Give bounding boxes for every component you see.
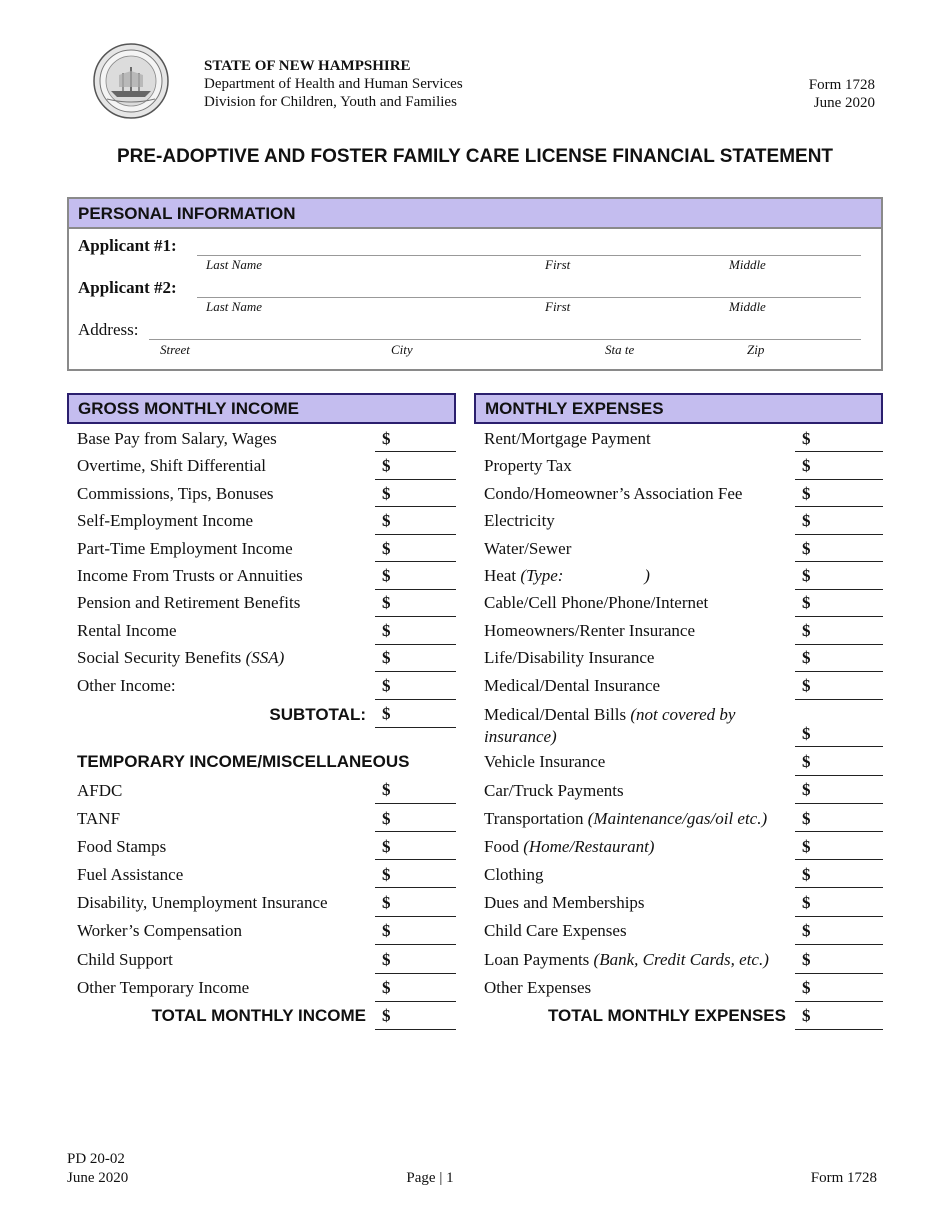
state-caption: Sta te <box>605 342 635 357</box>
expense-label-text: Transportation <box>484 809 588 828</box>
zip-caption: Zip <box>747 342 765 357</box>
dollar-sign: $ <box>802 780 811 799</box>
dollar-sign: $ <box>382 865 391 884</box>
income-label: Rental Income <box>77 621 177 640</box>
expense-label: Life/Disability Insurance <box>484 648 655 667</box>
total-monthly-income-field[interactable] <box>375 1029 456 1030</box>
dollar-sign: $ <box>802 593 811 612</box>
city-caption: City <box>391 342 413 357</box>
amount-field[interactable] <box>795 616 883 617</box>
department-name: Department of Health and Human Services <box>204 76 463 92</box>
subtotal-field[interactable] <box>375 727 456 728</box>
amount-field[interactable] <box>795 803 883 804</box>
address-label: Address: <box>78 320 139 339</box>
applicant2-first-caption: First <box>545 299 571 314</box>
dollar-sign: $ <box>382 429 391 448</box>
amount-field[interactable] <box>795 506 883 507</box>
state-name: STATE OF NEW HAMPSHIRE <box>204 58 411 74</box>
temp-income-label: Worker’s Compensation <box>77 921 242 940</box>
expense-label: Condo/Homeowner’s Association Fee <box>484 484 743 503</box>
dollar-sign: $ <box>382 456 391 475</box>
expense-note: (Maintenance/gas/oil etc.) <box>587 809 768 828</box>
agency-header <box>204 57 463 111</box>
total-monthly-expenses-label: TOTAL MONTHLY EXPENSES <box>547 1006 786 1025</box>
gross-monthly-income-header: GROSS MONTHLY INCOME <box>67 393 456 424</box>
footer-page: Page | 1 <box>406 1170 454 1186</box>
ssa-note: (SSA) <box>245 648 285 667</box>
dollar-sign: $ <box>802 539 811 558</box>
total-monthly-income-label: TOTAL MONTHLY INCOME <box>151 1006 366 1025</box>
income-label: Commissions, Tips, Bonuses <box>77 484 274 503</box>
personal-information-header: PERSONAL INFORMATION <box>69 199 881 229</box>
applicant1-middle-caption: Middle <box>729 257 766 272</box>
dollar-sign: $ <box>382 539 391 558</box>
amount-field[interactable] <box>375 616 456 617</box>
amount-field[interactable] <box>375 859 456 860</box>
dollar-sign: $ <box>382 704 391 723</box>
amount-field[interactable] <box>795 534 883 535</box>
state-seal-logo <box>93 43 169 119</box>
income-label: Base Pay from Salary, Wages <box>77 429 277 448</box>
dollar-sign: $ <box>802 752 811 771</box>
applicant2-label: Applicant #2: <box>78 278 177 297</box>
income-label-text: Social Security Benefits <box>77 648 246 667</box>
amount-field[interactable] <box>795 644 883 645</box>
expense-label: Car/Truck Payments <box>484 781 624 800</box>
applicant2-name-field[interactable] <box>197 297 861 298</box>
amount-field[interactable] <box>795 746 883 747</box>
dollar-sign: $ <box>802 429 811 448</box>
dollar-sign: $ <box>802 893 811 912</box>
amount-field[interactable] <box>375 803 456 804</box>
applicant1-name-field[interactable] <box>197 255 861 256</box>
expense-label: Rent/Mortgage Payment <box>484 429 651 448</box>
expense-label: Dues and Memberships <box>484 893 645 912</box>
expense-note: (not covered by insurance) <box>484 705 736 746</box>
expense-label <box>484 950 769 970</box>
expense-label <box>484 809 767 829</box>
amount-field[interactable] <box>795 831 883 832</box>
income-label <box>77 648 284 668</box>
amount-field[interactable] <box>375 973 456 974</box>
dollar-sign: $ <box>382 809 391 828</box>
dollar-sign: $ <box>802 809 811 828</box>
dollar-sign: $ <box>802 676 811 695</box>
applicant1-first-caption: First <box>545 257 571 272</box>
amount-field[interactable] <box>375 506 456 507</box>
amount-field[interactable] <box>795 775 883 776</box>
amount-field[interactable] <box>795 479 883 480</box>
expense-label-text: Loan Payments <box>484 950 594 969</box>
temp-income-label: Disability, Unemployment Insurance <box>77 893 328 912</box>
dollar-sign: $ <box>802 566 811 585</box>
total-monthly-expenses-field[interactable] <box>795 1029 883 1030</box>
amount-field[interactable] <box>795 561 883 562</box>
dollar-sign: $ <box>802 950 811 969</box>
applicant1-last-name-caption: Last Name <box>206 257 262 272</box>
amount-field[interactable] <box>375 479 456 480</box>
dollar-sign: $ <box>802 648 811 667</box>
dollar-sign: $ <box>382 593 391 612</box>
amount-field[interactable] <box>375 944 456 945</box>
amount-field[interactable] <box>795 944 883 945</box>
expense-label <box>484 837 654 857</box>
expense-label-text: Heat <box>484 566 521 585</box>
dollar-sign: $ <box>382 978 391 997</box>
amount-field[interactable] <box>375 699 456 700</box>
dollar-sign: $ <box>382 1006 391 1025</box>
monthly-expenses-header: MONTHLY EXPENSES <box>474 393 883 424</box>
temp-income-label: Child Support <box>77 950 173 969</box>
expense-label: Property Tax <box>484 456 572 475</box>
temporary-income-header: TEMPORARY INCOME/MISCELLANEOUS <box>77 752 410 771</box>
amount-field[interactable] <box>375 451 456 452</box>
amount-field[interactable] <box>795 1001 883 1002</box>
dollar-sign: $ <box>382 511 391 530</box>
page-title: PRE-ADOPTIVE AND FOSTER FAMILY CARE LICENSE FINANCIAL STATEMENT <box>116 146 834 167</box>
amount-field[interactable] <box>795 451 883 452</box>
applicant2-last-name-caption: Last Name <box>206 299 262 314</box>
expense-label <box>484 566 650 586</box>
dollar-sign: $ <box>382 893 391 912</box>
amount-field[interactable] <box>375 831 456 832</box>
temp-income-label: Food Stamps <box>77 837 167 856</box>
dollar-sign: $ <box>802 921 811 940</box>
income-label: Overtime, Shift Differential <box>77 456 266 475</box>
footer-date: June 2020 <box>67 1170 129 1186</box>
dollar-sign: $ <box>802 456 811 475</box>
dollar-sign: $ <box>382 484 391 503</box>
dollar-sign: $ <box>382 648 391 667</box>
amount-field[interactable] <box>795 887 883 888</box>
temp-income-label: Fuel Assistance <box>77 865 184 884</box>
footer-code: PD 20-02 <box>67 1151 125 1167</box>
form-number: Form 1728 <box>808 77 875 93</box>
expense-label: Water/Sewer <box>484 539 572 558</box>
applicant1-label: Applicant #1: <box>78 236 177 255</box>
dollar-sign: $ <box>382 780 391 799</box>
dollar-sign: $ <box>802 837 811 856</box>
expense-label: Electricity <box>484 511 555 530</box>
dollar-sign: $ <box>382 837 391 856</box>
amount-field[interactable] <box>795 589 883 590</box>
amount-field[interactable] <box>795 699 883 700</box>
amount-field[interactable] <box>795 973 883 974</box>
dollar-sign: $ <box>382 921 391 940</box>
dollar-sign: $ <box>382 676 391 695</box>
dollar-sign: $ <box>802 484 811 503</box>
dollar-sign: $ <box>382 566 391 585</box>
income-label: Other Income: <box>77 676 176 695</box>
dollar-sign: $ <box>382 950 391 969</box>
income-label: Self-Employment Income <box>77 511 254 530</box>
income-label: Income From Trusts or Annuities <box>77 566 303 585</box>
address-field[interactable] <box>149 339 861 340</box>
expense-note: (Type: ) <box>520 566 650 585</box>
expense-note: (Bank, Credit Cards, etc.) <box>593 950 769 969</box>
expense-label: Cable/Cell Phone/Phone/Internet <box>484 593 709 612</box>
applicant2-middle-caption: Middle <box>729 299 766 314</box>
temp-income-label: TANF <box>77 809 121 828</box>
amount-field[interactable] <box>795 916 883 917</box>
dollar-sign: $ <box>802 511 811 530</box>
temp-income-label: AFDC <box>77 781 123 800</box>
expense-label: Clothing <box>484 865 544 884</box>
dollar-sign: $ <box>802 724 811 743</box>
subtotal-label: SUBTOTAL: <box>269 705 366 724</box>
expense-label-text: Medical/Dental Bills <box>484 705 631 724</box>
amount-field[interactable] <box>375 644 456 645</box>
amount-field[interactable] <box>375 589 456 590</box>
expense-label: Vehicle Insurance <box>484 752 606 771</box>
income-label: Pension and Retirement Benefits <box>77 593 301 612</box>
expense-label: Child Care Expenses <box>484 921 627 940</box>
amount-field[interactable] <box>375 561 456 562</box>
form-date: June 2020 <box>813 95 875 111</box>
income-label: Part-Time Employment Income <box>77 539 293 558</box>
amount-field[interactable] <box>375 887 456 888</box>
expense-label: Medical/Dental Insurance <box>484 676 661 695</box>
expense-label: Other Expenses <box>484 978 592 997</box>
amount-field[interactable] <box>375 916 456 917</box>
amount-field[interactable] <box>375 1001 456 1002</box>
dollar-sign: $ <box>802 978 811 997</box>
dollar-sign: $ <box>382 621 391 640</box>
amount-field[interactable] <box>375 671 456 672</box>
personal-information-section <box>67 197 883 371</box>
dollar-sign: $ <box>802 621 811 640</box>
street-caption: Street <box>160 342 190 357</box>
expense-label-text: Food <box>484 837 524 856</box>
form-id-block <box>809 76 875 112</box>
amount-field[interactable] <box>795 671 883 672</box>
amount-field[interactable] <box>795 859 883 860</box>
amount-field[interactable] <box>375 534 456 535</box>
expense-label <box>484 704 784 748</box>
dollar-sign: $ <box>802 1006 811 1025</box>
expense-label: Homeowners/Renter Insurance <box>484 621 696 640</box>
footer-form: Form 1728 <box>810 1170 877 1186</box>
temp-income-label: Other Temporary Income <box>77 978 250 997</box>
division-name: Division for Children, Youth and Families <box>204 94 457 110</box>
dollar-sign: $ <box>802 865 811 884</box>
expense-note: (Home/Restaurant) <box>523 837 655 856</box>
